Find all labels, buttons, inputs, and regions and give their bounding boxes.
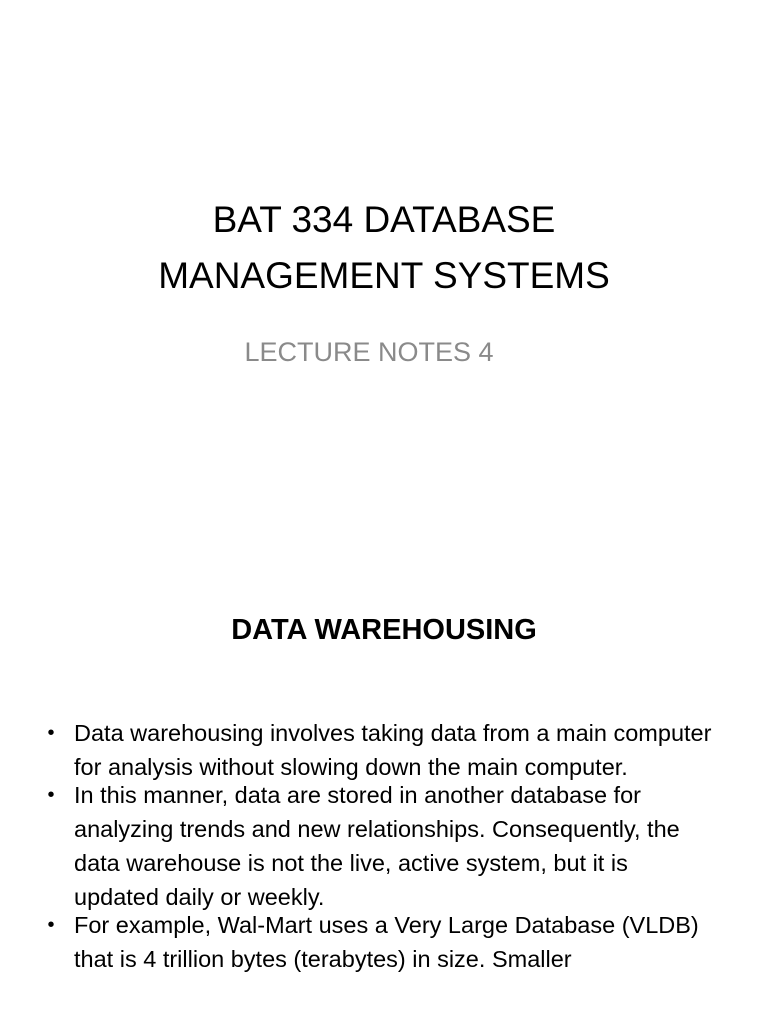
bullet-icon: • (47, 722, 55, 744)
slide-title (0, 192, 768, 304)
slide-title-line-1: BAT 334 DATABASE (212, 199, 556, 240)
bullet-item (0, 908, 768, 976)
slide-subtitle: LECTURE NOTES 4 (244, 337, 494, 367)
bullet-item (0, 716, 768, 784)
slide-title-line-2: MANAGEMENT SYSTEMS (158, 255, 610, 296)
bullet-item (0, 778, 768, 914)
bullet-list (0, 716, 768, 976)
bullet-text: Data warehousing involves taking data from a main computer for analysis without slowing down the main computer. (74, 720, 712, 780)
bullet-icon: • (47, 914, 55, 936)
content-slide (0, 576, 768, 1024)
bullet-icon: • (47, 784, 55, 806)
bullet-text: For example, Wal-Mart uses a Very Large Database (VLDB) that is 4 trillion bytes (terabytes) in size. Smaller (74, 912, 699, 972)
bullet-text: In this manner, data are stored in another database for analyzing trends and new relationships. Consequently, the data warehouse is not the live, active system, but it is updated daily or weekly. (74, 782, 680, 910)
slide-heading: DATA WAREHOUSING (231, 614, 537, 646)
